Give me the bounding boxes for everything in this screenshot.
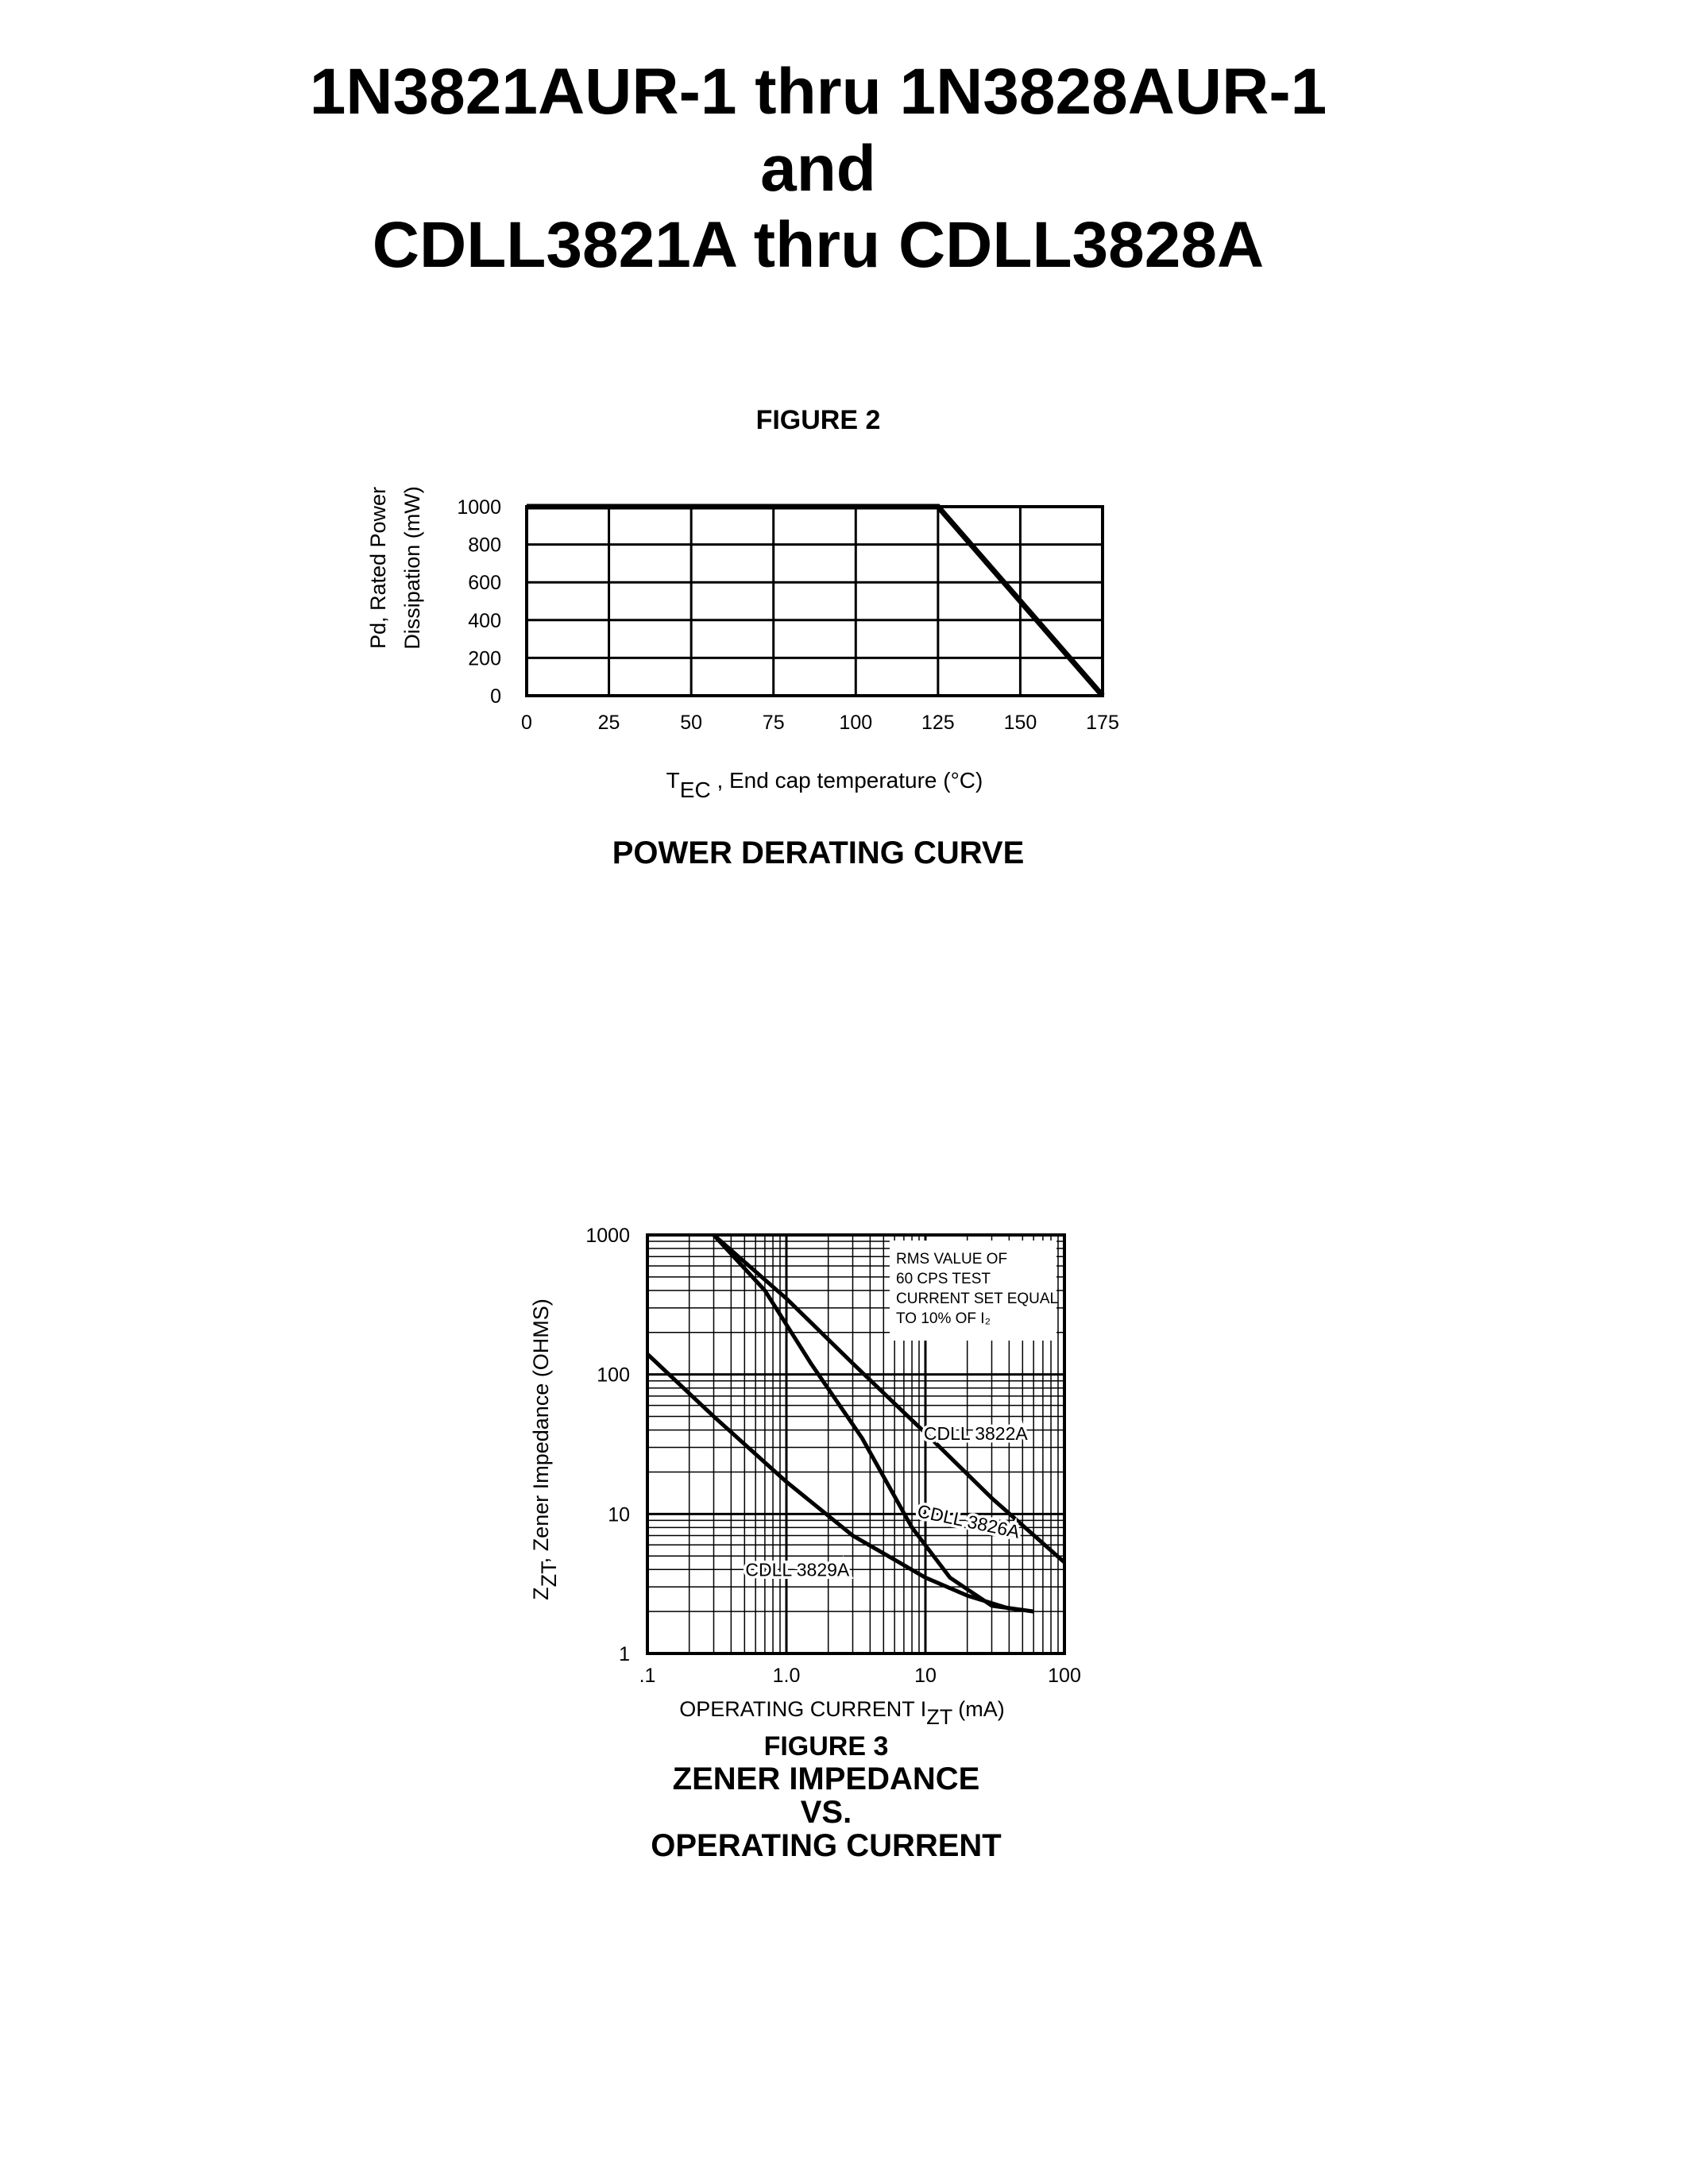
- chart2-x-tick-label: 10: [914, 1665, 937, 1687]
- figure-3-label: FIGURE 3: [763, 1731, 889, 1761]
- chart1-x-tick-label: 75: [762, 712, 785, 734]
- chart1-plot-border: [527, 507, 1103, 696]
- figure-3-caption-line-3: OPERATING CURRENT: [651, 1828, 1002, 1863]
- zener-impedance-chart: [0, 1207, 1688, 1731]
- figure-2-label: FIGURE 2: [755, 405, 881, 435]
- chart2-note-line-1: RMS VALUE OF: [896, 1251, 1008, 1268]
- chart2-x-tick-label: .1: [639, 1665, 656, 1687]
- chart2-x-axis-label-main: OPERATING CURRENT I: [679, 1697, 927, 1721]
- chart2-y-tick-label: 100: [597, 1364, 630, 1387]
- figure-3-caption-line-2: VS.: [800, 1795, 852, 1830]
- chart2-series-label-0: CDLL 3822A: [923, 1422, 1028, 1444]
- chart1-x-axis-label: [666, 768, 983, 802]
- chart1-series-line-0: [527, 507, 1103, 696]
- chart1-y-tick-label: 200: [468, 647, 501, 670]
- document-title-line-2: and: [760, 133, 876, 205]
- chart1-series: [527, 507, 1103, 696]
- document-title-line-3: CDLL3821A thru CDLL3828A: [372, 209, 1265, 281]
- chart1-x-tick-label: 0: [521, 712, 532, 734]
- chart2-x-tick-label: 1.0: [772, 1665, 801, 1687]
- chart2-y-tick-label: 1: [619, 1643, 630, 1665]
- chart1-x-axis-label-sub: EC: [679, 778, 711, 802]
- chart2-note-line-3: CURRENT SET EQUAL: [896, 1291, 1059, 1307]
- chart2-note-line-2: 60 CPS TEST: [896, 1271, 991, 1287]
- chart1-y-axis-label-line-2: Dissipation (mW): [400, 486, 424, 650]
- figure-3-captions: [556, 1731, 1096, 1862]
- figure-2-caption: POWER DERATING CURVE: [612, 835, 1025, 870]
- chart1-x-axis-label-main: T: [666, 768, 680, 793]
- chart1-y-tick-label: 600: [468, 572, 501, 595]
- figure-3-caption-line-1: ZENER IMPEDANCE: [672, 1761, 980, 1796]
- chart1-frame: [527, 507, 1103, 696]
- chart1-x-axis-label-rest: , End cap temperature (°C): [710, 768, 983, 793]
- chart2-y-axis-label-main: Z: [529, 1587, 553, 1600]
- chart2-series-label-1: CDLL 3826A: [915, 1500, 1022, 1542]
- chart1-x-tick-label: 125: [921, 712, 955, 734]
- chart1-y-tick-label: 800: [468, 534, 501, 557]
- chart1-x-tick-label: 25: [597, 712, 620, 734]
- chart2-note-line-4: TO 10% OF I₂: [896, 1310, 991, 1327]
- chart1-x-tick-label: 50: [680, 712, 703, 734]
- chart1-y-tick-label: 0: [490, 685, 501, 708]
- chart2-y-axis-label-rest: , Zener Impedance (OHMS): [529, 1298, 553, 1564]
- chart2-y-axis-label: [529, 1298, 561, 1600]
- chart1-x-tick-label: 175: [1086, 712, 1119, 734]
- chart1-y-tick-label: 400: [468, 609, 501, 632]
- chart2-y-axis-label-sub: ZT: [537, 1563, 561, 1588]
- chart1-x-tick-label: 100: [839, 712, 873, 734]
- chart1-x-tick-label: 150: [1003, 712, 1037, 734]
- chart2-x-axis-label-sub: ZT: [926, 1705, 952, 1729]
- chart2-series-label-2: CDLL 3829A: [745, 1559, 850, 1580]
- chart2-y-tick-label: 10: [608, 1503, 630, 1526]
- chart2-x-axis-label: [679, 1697, 1005, 1729]
- document-title-line-1: 1N3821AUR-1 thru 1N3828AUR-1: [309, 56, 1327, 128]
- chart2-x-tick-labels: [639, 1665, 1081, 1687]
- chart1-x-tick-labels: [521, 712, 1119, 734]
- chart1-grid: [527, 507, 1103, 696]
- chart1-y-tick-label: 1000: [457, 496, 501, 519]
- chart1-y-tick-labels: [457, 496, 501, 708]
- chart2-x-axis-label-rest: (mA): [952, 1697, 1005, 1721]
- chart2-x-tick-label: 100: [1048, 1665, 1081, 1687]
- chart2-y-tick-label: 1000: [585, 1225, 630, 1247]
- chart1-y-axis-label-line-1: Pd, Rated Power: [366, 486, 390, 650]
- chart2-y-tick-labels: [585, 1225, 630, 1665]
